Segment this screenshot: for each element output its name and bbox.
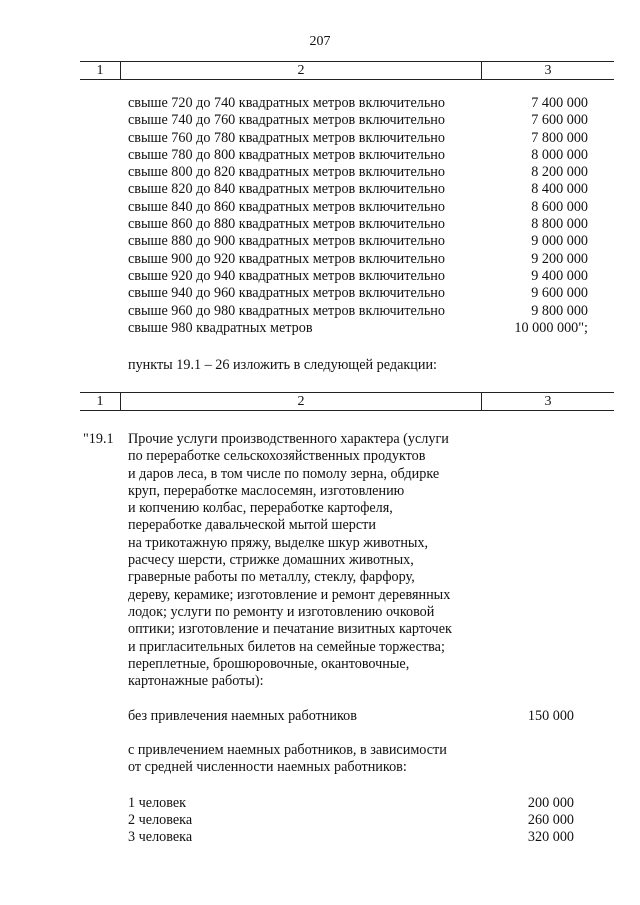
row-label: свыше 800 до 820 квадратных метров включительно: [128, 164, 445, 181]
row-label: свыше 740 до 760 квадратных метров включительно: [128, 112, 445, 129]
row-label: свыше 920 до 940 квадратных метров включительно: [128, 267, 445, 284]
table-row: [128, 130, 588, 147]
row-value: 9 200 000: [531, 250, 588, 267]
description-line: расчесу шерсти, стрижке домашних животных,: [128, 552, 414, 569]
row-value: 9 800 000: [531, 302, 588, 319]
row-label: свыше 860 до 880 квадратных метров включительно: [128, 216, 445, 233]
description-line: картонажные работы):: [128, 673, 264, 690]
table-header-bottom: [80, 392, 614, 411]
worker-count-label: 3 человека: [128, 829, 193, 845]
description-line: лодок; услуги по ремонту и изготовлению очковой: [128, 603, 435, 620]
table-row: [128, 233, 588, 250]
row-value: 7 800 000: [531, 129, 588, 146]
header-col-2: 2: [121, 62, 482, 79]
row-value: 8 200 000: [531, 164, 588, 181]
description-line: оптики; изготовление и печатание визитных карточек: [128, 621, 452, 638]
with-hired-line-1: с привлечением наемных работников, в зависимости: [128, 742, 447, 758]
table-row: [128, 251, 588, 268]
row-label: свыше 840 до 860 квадратных метров включительно: [128, 198, 445, 215]
header-col-1: 1: [80, 62, 121, 79]
item-number: "19.1: [83, 431, 114, 447]
worker-count-value: 320 000: [527, 829, 574, 845]
row-value: 9 600 000: [531, 285, 588, 302]
row-value: 10 000 000";: [514, 319, 588, 336]
without-hired-label: без привлечения наемных работников: [128, 708, 357, 724]
table-row: [128, 181, 588, 198]
description-line: на трикотажную пряжу, выделке шкур животных,: [128, 534, 429, 551]
description-line: граверные работы по металлу, стеклу, фарфору,: [128, 569, 415, 586]
row-label: свыше 940 до 960 квадратных метров включительно: [128, 285, 445, 302]
description-line: круп, переработке маслосемян, изготовлению: [128, 482, 405, 499]
description-line: по переработке сельскохозяйственных продуктов: [128, 448, 426, 465]
row-value: 7 600 000: [531, 112, 588, 129]
page-number: 207: [309, 34, 331, 49]
row-value: 8 800 000: [531, 216, 588, 233]
header-col-2: 2: [121, 393, 482, 410]
table-row: [128, 320, 588, 337]
description-line: переплетные, брошюровочные, окантовочные,: [128, 655, 410, 672]
row-label: свыше 880 до 900 квадратных метров включительно: [128, 233, 445, 250]
row-value: 9 000 000: [531, 233, 588, 250]
row-label: свыше 820 до 840 квадратных метров включительно: [128, 181, 445, 198]
header-col-3: 3: [544, 63, 552, 78]
worker-count-value: 200 000: [527, 795, 574, 811]
worker-count-label: 1 человек: [128, 795, 187, 811]
row-label: свыше 960 до 980 квадратных метров включительно: [128, 302, 445, 319]
row-label: свыше 900 до 920 квадратных метров включительно: [128, 250, 445, 267]
item-description: [128, 431, 488, 690]
table-row: [128, 199, 588, 216]
description-line: Прочие услуги производственного характера (услуги: [128, 431, 449, 447]
without-hired-value: 150 000: [527, 708, 574, 724]
table-header-top: [80, 61, 614, 80]
row-label: свыше 780 до 800 квадратных метров включительно: [128, 146, 445, 163]
row-value: 8 600 000: [531, 198, 588, 215]
table-row: [128, 147, 588, 164]
description-line: и даров леса, в том числе по помолу зерна, обдирке: [128, 465, 440, 482]
worker-count-value: 260 000: [527, 812, 574, 828]
table-row: [128, 216, 588, 233]
row-value: 8 400 000: [531, 181, 588, 198]
amendment-paragraph: пункты 19.1 – 26 изложить в следующей редакции:: [128, 357, 437, 373]
rate-rows: [128, 95, 588, 337]
row-value: 9 400 000: [531, 267, 588, 284]
table-row: [128, 112, 588, 129]
header-col-1: 1: [80, 393, 121, 410]
description-line: и копчению колбас, переработке картофеля,: [128, 500, 393, 517]
row-label: свыше 720 до 740 квадратных метров включительно: [128, 95, 445, 111]
worker-count-label: 2 человека: [128, 812, 193, 828]
row-value: 7 400 000: [531, 95, 588, 111]
description-line: дереву, керамике; изготовление и ремонт деревянных: [128, 586, 451, 603]
table-row: [128, 268, 588, 285]
table-row: [128, 285, 588, 302]
table-row: [128, 95, 588, 112]
row-label: свыше 980 квадратных метров: [128, 319, 313, 336]
header-col-3: 3: [544, 394, 552, 409]
row-label: свыше 760 до 780 квадратных метров включительно: [128, 129, 445, 146]
description-line: переработке давальческой мытой шерсти: [128, 517, 376, 534]
description-line: и пригласительных билетов на семейные торжества;: [128, 638, 445, 655]
with-hired-line-2: от средней численности наемных работников:: [128, 759, 407, 775]
table-row: [128, 164, 588, 181]
table-row: [128, 303, 588, 320]
row-value: 8 000 000: [531, 146, 588, 163]
